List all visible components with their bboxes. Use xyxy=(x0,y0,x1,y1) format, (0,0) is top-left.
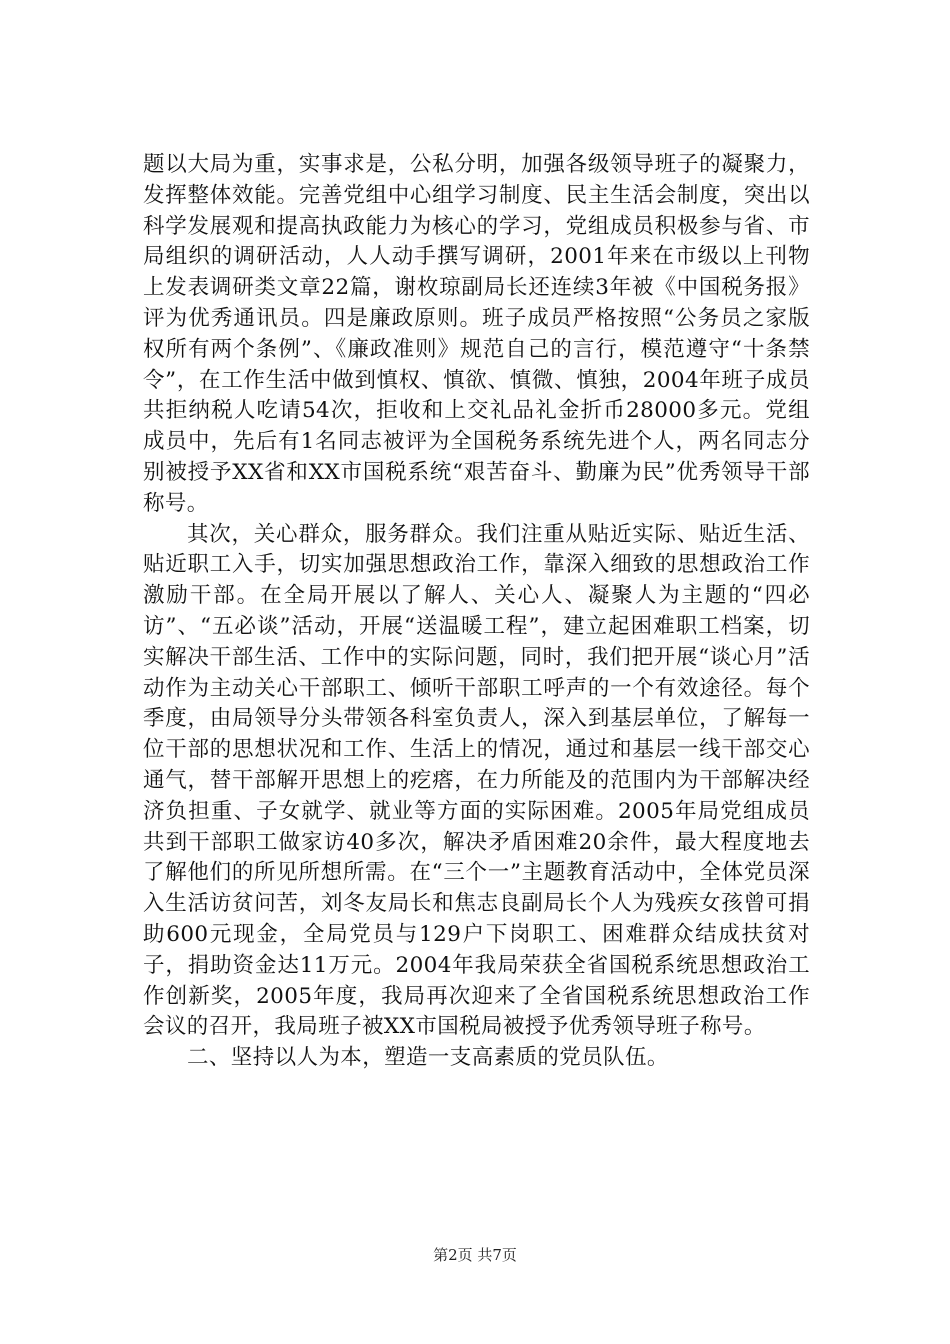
section-heading-people-oriented: 二、坚持以人为本，塑造一支高素质的党员队伍。 xyxy=(187,1045,669,1071)
page-footer: 第2页 共7页 xyxy=(433,1246,517,1264)
paragraph-integrity-principle: 题以大局为重，实事求是，公私分明，加强各级领导班子的凝聚力，发挥整体效能。完善党组中心组学习制度、民主生活会制度，突出以科学发展观和提高执政能力为核心的学习，党组成员积极参与省、市局组织的调研活动，人人动手撰写调研，2001年来在市级以上刊物上发表调研类文章22篇，谢枚琼副局长还连续3年被《中国税务报》评为优秀通讯员。四是廉政原则。班子成员严格按照“公务员之家版权所有两个条例”、《廉政准则》规范自己的言行，模范遵守“十条禁令”，在工作生活中做到慎权、慎欲、慎微、慎独，2004年班子成员共拒纳税人吃请54次，拒收和上交礼品礼金折币28000多元。党组成员中，先后有1名同志被评为全国税务系统先进个人，两名同志分别被授予XX省和XX市国税系统“艰苦奋斗、勤廉为民”优秀领导干部称号。 xyxy=(143,152,810,516)
document-body xyxy=(143,150,810,1074)
paragraph-care-for-masses: 其次，关心群众，服务群众。我们注重从贴近实际、贴近生活、贴近职工入手，切实加强思想政治工作，靠深入细致的思想政治工作激励干部。在全局开展以了解人、关心人、凝聚人为主题的“四必访”、“五必谈”活动，开展“送温暖工程”，建立起困难职工档案，切实解决干部生活、工作中的实际问题，同时，我们把开展“谈心月”活动作为主动关心干部职工、倾听干部职工呼声的一个有效途径。每个季度，由局领导分头带领各科室负责人，深入到基层单位，了解每一位干部的思想状况和工作、生活上的情况，通过和基层一线干部交心通气，替干部解开思想上的疙瘩，在力所能及的范围内为干部解决经济负担重、子女就学、就业等方面的实际困难。2005年局党组成员共到干部职工做家访40多次，解决矛盾困难20余件，最大程度地去了解他们的所见所想所需。在“三个一”主题教育活动中，全体党员深入生活访贫问苦，刘冬友局长和焦志良副局长个人为残疾女孩曾可捐助600元现金，全局党员与129户下岗职工、困难群众结成扶贫对子，捐助资金达11万元。2004年我局荣获全省国税系统思想政治工作创新奖，2005年度，我局再次迎来了全省国税系统思想政治工作会议的召开，我局班子被XX市国税局被授予优秀领导班子称号。 xyxy=(143,521,810,1040)
